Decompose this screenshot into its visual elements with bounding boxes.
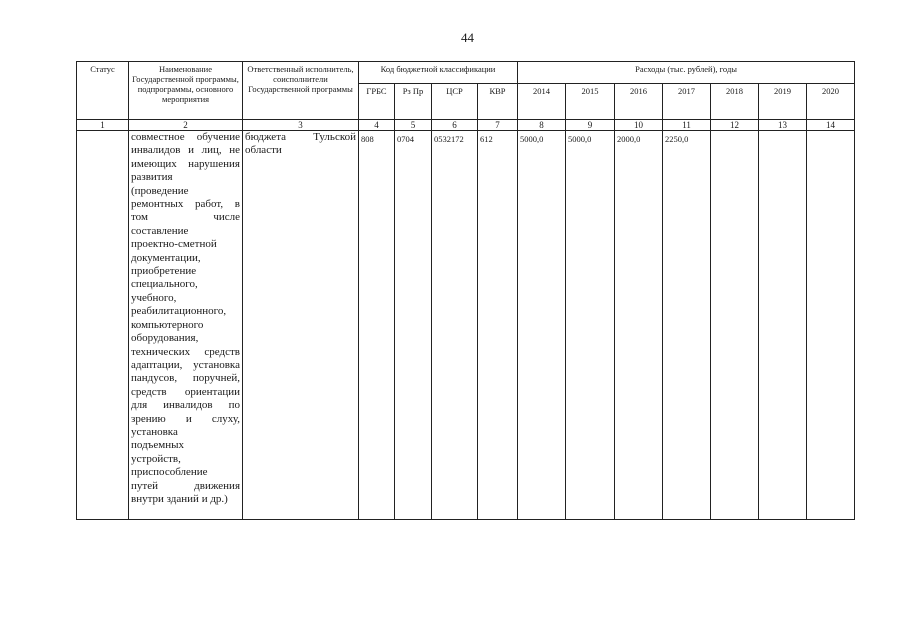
column-number: 14	[807, 120, 855, 131]
row-name-line: технических средств	[131, 345, 240, 358]
row-name-line: приобретение	[131, 265, 197, 278]
column-number: 4	[359, 120, 395, 131]
row-2020	[807, 131, 855, 520]
row-responsible	[243, 131, 359, 520]
row-name-lines	[131, 131, 240, 506]
header-year-2019: 2019	[759, 84, 807, 120]
header-name: Наименование Государственной программы, подпрограммы, основного мероприятия	[129, 62, 243, 120]
column-number: 6	[432, 120, 478, 131]
column-number: 7	[478, 120, 518, 131]
header-year-2014: 2014	[518, 84, 566, 120]
header-responsible: Ответственный исполнитель, соисполнители Государственной программы	[243, 62, 359, 120]
row-name-line: оборудования,	[131, 332, 199, 345]
row-name-line: (проведение	[131, 184, 189, 197]
row-name-line: компьютерного	[131, 318, 204, 331]
row-name-line: совместное обучение	[131, 131, 240, 143]
column-number: 9	[566, 120, 615, 131]
column-number: 12	[711, 120, 759, 131]
column-number: 3	[243, 120, 359, 131]
header-grbs: ГРБС	[359, 84, 395, 120]
row-name-line: внутри зданий и др.)	[131, 492, 228, 505]
page-number: 44	[461, 30, 474, 45]
row-name-line: составление	[131, 224, 189, 237]
row-responsible-line: области	[245, 144, 282, 157]
row-name-line: адаптации, установка	[131, 358, 240, 371]
row-2019	[759, 131, 807, 520]
row-name-line: устройств,	[131, 452, 181, 465]
row-name-line: для инвалидов по	[131, 399, 240, 412]
header-year-2020: 2020	[807, 84, 855, 120]
row-name-line: развития	[131, 171, 173, 184]
row-name	[129, 131, 243, 520]
row-name-line: приспособление	[131, 466, 208, 479]
column-number: 11	[663, 120, 711, 131]
row-name-line: специального,	[131, 278, 198, 291]
column-number: 1	[77, 120, 129, 131]
header-budget-code: Код бюджетной классификации	[359, 62, 518, 84]
row-name-line: инвалидов и лиц, не	[131, 144, 240, 157]
row-name-line: средств ориентации	[131, 385, 240, 398]
header-year-2017: 2017	[663, 84, 711, 120]
row-rzpr: 0704	[395, 131, 432, 520]
row-name-line: путей движения	[131, 479, 240, 492]
budget-table	[76, 61, 855, 520]
row-name-line: установка	[131, 425, 178, 438]
header-expenses: Расходы (тыс. рублей), годы	[518, 62, 855, 84]
row-name-line: ремонтных работ, в	[131, 198, 240, 211]
column-number: 5	[395, 120, 432, 131]
row-name-line: документации,	[131, 251, 201, 264]
header-year-2018: 2018	[711, 84, 759, 120]
column-number: 10	[615, 120, 663, 131]
row-grbs: 808	[359, 131, 395, 520]
column-number: 13	[759, 120, 807, 131]
row-name-line: учебного,	[131, 291, 177, 304]
header-year-2015: 2015	[566, 84, 615, 120]
row-csr: 0532172	[432, 131, 478, 520]
header-year-2016: 2016	[615, 84, 663, 120]
header-rzpr: Рз Пр	[395, 84, 432, 120]
row-2014: 5000,0	[518, 131, 566, 520]
header-status: Статус	[77, 62, 129, 120]
row-kvr: 612	[478, 131, 518, 520]
row-name-line: подъемных	[131, 439, 184, 452]
row-status	[77, 131, 129, 520]
row-2016: 2000,0	[615, 131, 663, 520]
row-name-line: том числе	[131, 211, 240, 224]
row-2018	[711, 131, 759, 520]
row-2017: 2250,0	[663, 131, 711, 520]
column-number: 8	[518, 120, 566, 131]
header-csr: ЦСР	[432, 84, 478, 120]
row-name-line: проектно-сметной	[131, 238, 217, 251]
row-name-line: имеющих нарушения	[131, 157, 240, 170]
row-name-line: зрению и слуху,	[131, 412, 240, 425]
row-name-line: реабилитационного,	[131, 305, 227, 318]
header-kvr: КВР	[478, 84, 518, 120]
row-responsible-lines	[245, 131, 356, 158]
column-number: 2	[129, 120, 243, 131]
row-name-line: пандусов, поручней,	[131, 372, 240, 385]
row-responsible-line: бюджета Тульской	[245, 131, 356, 143]
row-2015: 5000,0	[566, 131, 615, 520]
